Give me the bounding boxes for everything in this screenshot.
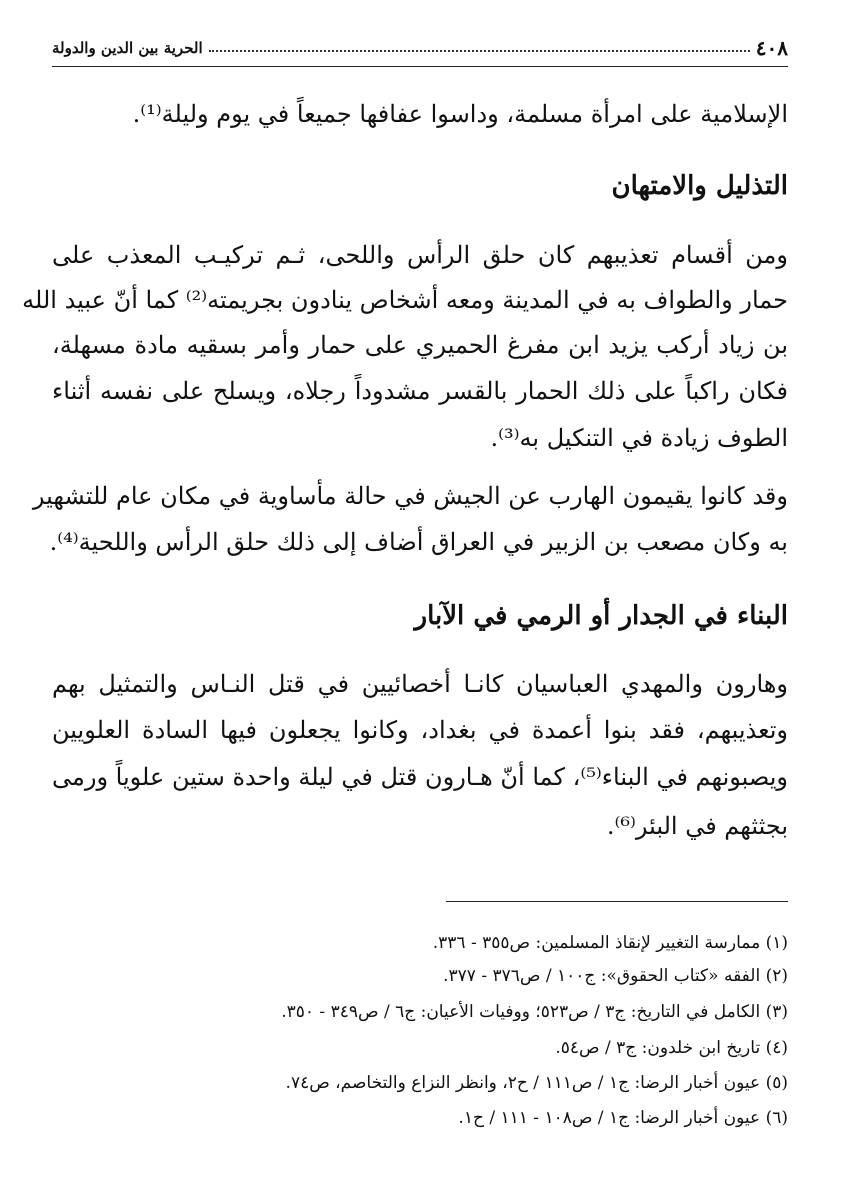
body-line: ومن أقسام تعذيبهم كان حلق الرأس واللحى، ثـم تركيـب المعذب على: [52, 241, 788, 269]
body-line: الإسلامية على امرأة مسلمة، وداسوا عفافها جميعاً في يوم وليلة⁽¹⁾.: [132, 100, 788, 128]
body-line: بجثثهم في البئر⁽⁶⁾.: [606, 812, 788, 840]
footnote: (٢) الفقه «كتاب الحقوق»: ج١٠٠ / ص٣٧٦ - ٣٧٧.: [443, 966, 788, 986]
body-line: حمار والطواف به في المدينة ومعه أشخاص ينادون بجريمته⁽²⁾ كما أنّ عبيد الله: [22, 286, 788, 314]
body-line: به وكان مصعب بن الزبير في العراق أضاف إلى ذلك حلق الرأس واللحية⁽⁴⁾.: [49, 528, 788, 556]
body-line: ويصبونهم في البناء⁽⁵⁾، كما أنّ هـارون قتل في ليلة واحدة ستين علوياً ورمى: [52, 763, 788, 791]
footnote: (٤) تاريخ ابن خلدون: ج٣ / ص٥٤.: [555, 1038, 788, 1058]
header-dot-leader: [209, 50, 750, 52]
footnote: (٣) الكامل في التاريخ: ج٣ / ص٥٢٣؛ ووفيات الأعيان: ج٦ / ص٣٤٩ - ٣٥٠.: [281, 1002, 788, 1022]
section-heading: التذليل والامتهان: [611, 171, 788, 201]
body-line: بن زياد أركب يزيد ابن مفرغ الحميري على حمار وأمر بسقيه مادة مسهلة،: [52, 331, 788, 359]
footnote: (٦) عيون أخبار الرضا: ج١ / ص١٠٨ - ١١١ / ح١.: [458, 1108, 788, 1128]
page-header: [52, 30, 788, 67]
section-heading: البناء في الجدار أو الرمي في الآبار: [414, 601, 788, 631]
footnote: (٥) عيون أخبار الرضا: ج١ / ص١١١ / ح٢، وانظر النزاع والتخاصم، ص٧٤.: [285, 1073, 788, 1093]
body-line: وقد كانوا يقيمون الهارب عن الجيش في حالة مأساوية في مكان عام للتشهير: [32, 482, 788, 510]
body-line: فكان راكباً على ذلك الحمار بالقسر مشدوداً رجلاه، ويسلح على نفسه أثناء: [52, 377, 788, 405]
body-line: الطوف زيادة في التنكيل به⁽³⁾.: [490, 424, 788, 452]
page-number: ٤٠٨: [755, 36, 788, 60]
body-line: وهارون والمهدي العباسيان كانـا أخصائيين في قتل النـاس والتمثيل بهم: [52, 670, 788, 698]
running-title: الحرية بين الدين والدولة: [52, 39, 203, 57]
body-line: وتعذيبهم، فقد بنوا أعمدة في بغداد، وكانوا يجعلون فيها السادة العلويين: [52, 716, 788, 744]
footnote: (١) ممارسة التغيير لإنقاذ المسلمين: ص٣٥٥ - ٣٣٦.: [432, 933, 788, 953]
footnote-separator: [446, 901, 788, 902]
